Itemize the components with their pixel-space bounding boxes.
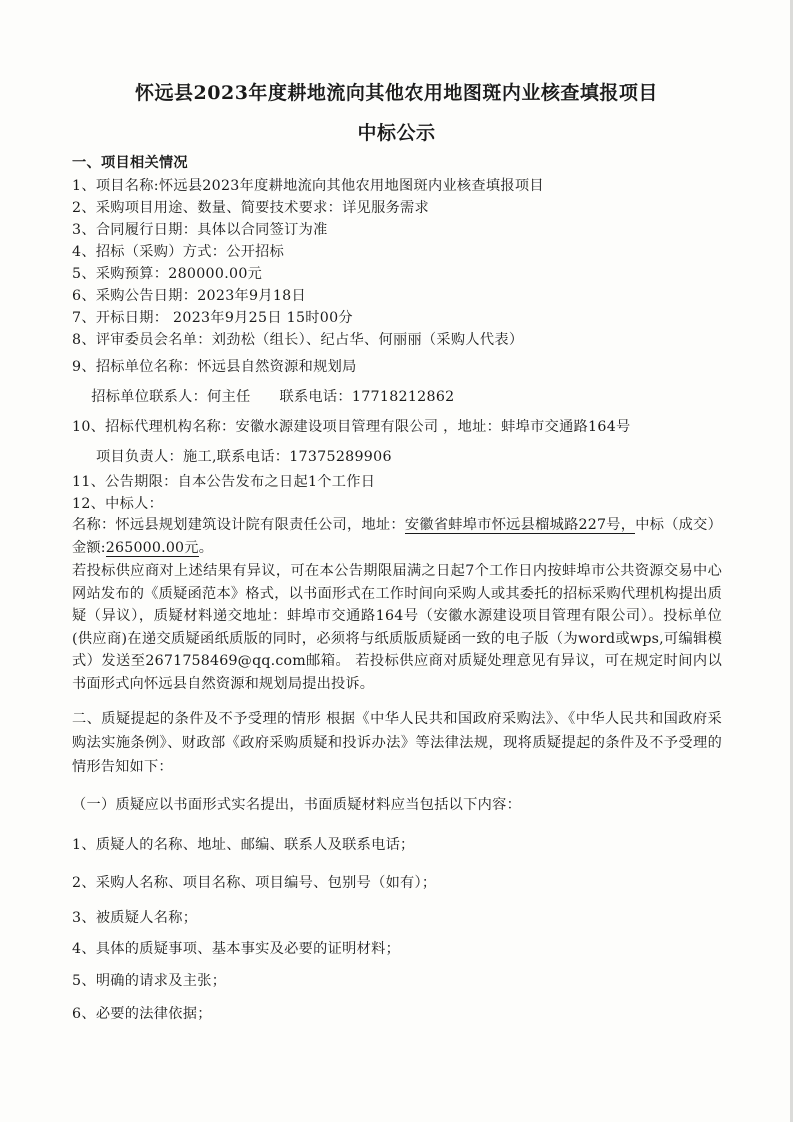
list-item-5: 5、明确的请求及主张； (72, 973, 227, 989)
document-title: 怀远县2023年度耕地流向其他农用地图斑内业核查填报项目 (135, 82, 658, 104)
item-project-name: 1、项目名称:怀远县2023年度耕地流向其他农用地图斑内业核查填报项目 (72, 178, 544, 194)
section1-heading: 一、项目相关情况 (72, 155, 188, 171)
item-purpose: 2、采购项目用途、数量、简要技术要求：详见服务需求 (72, 200, 430, 216)
objection-paragraph: 若投标供应商对上述结果有异议，可在本公告期限届满之日起7个工作日内按蚌埠市公共资源交易中心网站发布的《质疑函范本》格式，以书面形式在工作时间向采购人或其委托的招标采购代理机构提出质疑（异议），质疑材料递交地址：蚌埠市交通路164号（安徽水源建设项目管理有限公司）。投标单位(供应商)在递交质疑函纸质版的同时，必须将与纸质版质疑函一致的电子版（为word或wps,可编辑模式）发送至2671758469@qq.com邮箱。 若投标供应商对质疑处理意见有异议，可在规定时间内以书面形式向怀远县自然资源和规划局提出投诉。 (72, 563, 722, 692)
winner-address: 安徽省蚌埠市怀远县榴城路227号， (404, 517, 636, 533)
item-tender-unit: 9、招标单位名称：怀远县自然资源和规划局 (72, 359, 357, 375)
item-agency: 10、招标代理机构名称：安徽水源建设项目管理有限公司 ，地址：蚌埠市交通路164号 (72, 419, 631, 435)
item-budget: 5、采购预算：280000.00元 (72, 266, 263, 282)
list-item-3: 3、被质疑人名称； (72, 910, 198, 926)
winner-name: 名称：怀远县规划建筑设计院有限责任公司，地址： (72, 517, 405, 533)
item-committee: 8、评审委员会名单：刘劲松（组长）、纪占华、何丽丽（采购人代表） (72, 332, 524, 348)
item-contract-date: 3、合同履行日期：具体以合同签订为准 (72, 222, 328, 238)
winner-amount: 265000.00元 (105, 540, 199, 556)
item-announce-date: 6、采购公告日期：2023年9月18日 (72, 288, 306, 304)
winner-amount-label: 中标（成交）金额: (72, 517, 723, 556)
item-period: 11、公告期限：自本公告发布之日起1个工作日 (72, 474, 376, 490)
list-item-2: 2、采购人名称、项目名称、项目编号、包别号（如有）； (72, 875, 437, 891)
item-winner-heading: 12、中标人： (72, 496, 164, 512)
item-agency-contact: 项目负责人：施工,联系电话：17375289906 (72, 449, 392, 465)
list-item-1: 1、质疑人的名称、地址、邮编、联系人及联系电话； (72, 837, 415, 853)
document-subtitle: 中标公示 (357, 122, 436, 144)
list-item-6: 6、必要的法律依据； (72, 1006, 212, 1022)
sub-section-1: （一）质疑应以书面形式实名提出，书面质疑材料应当包括以下内容： (72, 797, 522, 813)
winner-paragraph (72, 514, 722, 560)
winner-end: 。 (198, 540, 214, 556)
list-item-4: 4、具体的质疑事项、基本事实及必要的证明材料； (72, 941, 401, 957)
item-method: 4、招标（采购）方式：公开招标 (72, 244, 285, 260)
item-open-date: 7、开标日期： 2023年9月25日 15时00分 (72, 310, 353, 326)
section2-paragraph: 二、质疑提起的条件及不予受理的情形 根据《中华人民共和国政府采购法》、《中华人民共和国政府采购法实施条例》、财政部《政府采购质疑和投诉办法》等法律法规，现将质疑提起的条件及不予受理的情形告知如下： (72, 711, 722, 775)
item-tender-contact: 招标单位联系人：何主任 联系电话：17718212862 (72, 389, 455, 405)
